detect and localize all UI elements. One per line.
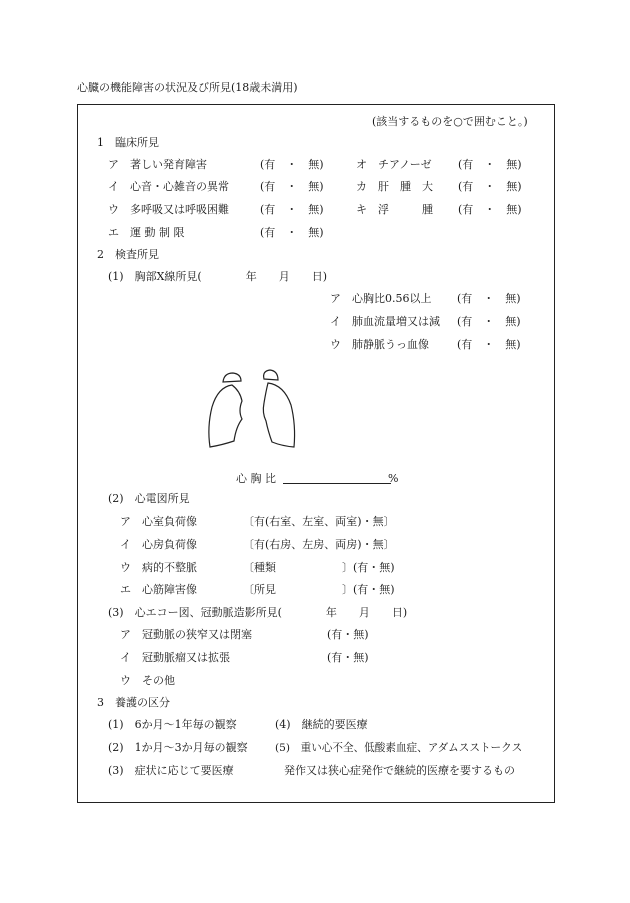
section3-heading: 3 養護の区分 <box>97 696 170 709</box>
clinical-item-u-label: ウ 多呼吸又は呼吸困難 <box>108 203 229 216</box>
clinical-item-a-choice[interactable]: (有 ・ 無) <box>260 158 324 171</box>
echo-item-a-label: ア 冠動脈の狭窄又は閉塞 <box>120 628 252 641</box>
care-row3-right: 発作又は狭心症発作で継続的医療を要するもの <box>284 764 515 777</box>
ecg-heading: (2) 心電図所見 <box>108 492 190 505</box>
care-row1-right[interactable]: (4) 継続的要医療 <box>275 718 368 731</box>
clinical-item-i-choice[interactable]: (有 ・ 無) <box>260 180 324 193</box>
ecg-item-u-label: ウ 病的不整脈 <box>120 561 197 574</box>
xray-item-a-choice[interactable]: (有 ・ 無) <box>457 292 521 305</box>
ecg-item-a-choice[interactable]: 〔有(右室、左室、両室)・無〕 <box>243 515 395 528</box>
clinical-item-u-choice[interactable]: (有 ・ 無) <box>260 203 324 216</box>
ecg-item-u-choice[interactable]: 〔種類 〕(有・無) <box>243 561 395 574</box>
ctr-unit: % <box>388 472 399 485</box>
clinical-item-i-label: イ 心音・心雑音の異常 <box>108 180 229 193</box>
clinical-item-ki-choice[interactable]: (有 ・ 無) <box>458 203 522 216</box>
page-title: 心臓の機能障害の状況及び所見(18歳未満用) <box>77 81 298 94</box>
clinical-item-e-label: エ 運 動 制 限 <box>108 226 185 239</box>
xray-item-a-label: ア 心胸比0.56以上 <box>330 292 432 305</box>
xray-item-i-label: イ 肺血流量増又は減 <box>330 315 440 328</box>
xray-item-i-choice[interactable]: (有 ・ 無) <box>457 315 521 328</box>
ecg-item-e-choice[interactable]: 〔所見 〕(有・無) <box>243 583 395 596</box>
clinical-item-ki-label: キ 浮 腫 <box>356 203 433 216</box>
echo-item-i-choice[interactable]: (有・無) <box>327 651 369 664</box>
instruction: (該当するものを○で囲むこと。) <box>372 115 528 128</box>
section2-heading: 2 検査所見 <box>97 248 159 261</box>
xray-item-u-label: ウ 肺静脈うっ血像 <box>330 338 429 351</box>
clinical-item-o-label: オ チアノーゼ <box>356 158 432 171</box>
chest-outline-drawing[interactable] <box>196 367 306 457</box>
echo-item-a-choice[interactable]: (有・無) <box>327 628 369 641</box>
ecg-item-i-label: イ 心房負荷像 <box>120 538 197 551</box>
echo-item-u-label: ウ その他 <box>120 674 175 687</box>
xray-heading: (1) 胸部X線所見( 年 月 日) <box>108 270 327 283</box>
care-row2-left[interactable]: (2) 1か月～3か月毎の観察 <box>108 741 248 754</box>
clinical-item-ka-choice[interactable]: (有 ・ 無) <box>458 180 522 193</box>
ecg-item-a-label: ア 心室負荷像 <box>120 515 197 528</box>
echo-heading: (3) 心エコー図、冠動脈造影所見( 年 月 日) <box>108 606 408 619</box>
care-row2-right[interactable]: (5) 重い心不全、低酸素血症、アダムスストークス <box>275 742 523 754</box>
care-row3-left[interactable]: (3) 症状に応じて要医療 <box>108 764 234 777</box>
section1-heading: 1 臨床所見 <box>97 136 159 149</box>
echo-item-i-label: イ 冠動脈瘤又は拡張 <box>120 651 230 664</box>
xray-item-u-choice[interactable]: (有 ・ 無) <box>457 338 521 351</box>
ctr-input-line[interactable] <box>283 471 391 484</box>
ecg-item-i-choice[interactable]: 〔有(右房、左房、両房)・無〕 <box>243 538 395 551</box>
ctr-label: 心 胸 比 <box>236 472 276 485</box>
clinical-item-e-choice[interactable]: (有 ・ 無) <box>260 226 324 239</box>
ecg-item-e-label: エ 心筋障害像 <box>120 583 197 596</box>
care-row1-left[interactable]: (1) 6か月～1年毎の観察 <box>108 718 237 731</box>
clinical-item-ka-label: カ 肝 腫 大 <box>356 180 433 193</box>
clinical-item-o-choice[interactable]: (有 ・ 無) <box>458 158 522 171</box>
clinical-item-a-label: ア 著しい発育障害 <box>108 158 207 171</box>
